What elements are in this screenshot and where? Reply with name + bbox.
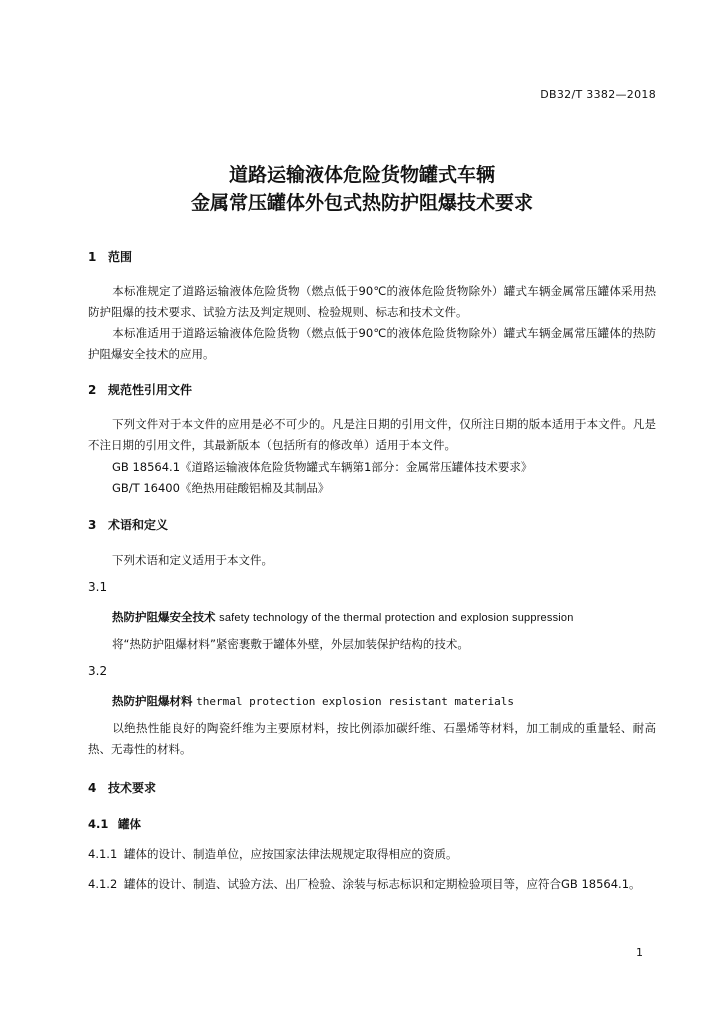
term-chinese: 热防护阻爆材料: [112, 694, 193, 708]
term-3-1: [112, 609, 574, 625]
paragraph-text: 本标准适用于道路运输液体危险货物（燃点低于90℃的液体危险货物除外）罐式车辆金属常压罐体的热防护阻爆安全技术的应用。: [88, 326, 656, 361]
section-1-paragraph-2: [88, 323, 656, 365]
document-code: DB32/T 3382—2018: [540, 88, 656, 101]
term-english: safety technology of the thermal protection and explosion suppression: [219, 612, 574, 624]
section-title: 术语和定义: [108, 518, 169, 532]
section-1-heading: [88, 248, 132, 265]
section-3-paragraph-1: 下列术语和定义适用于本文件。: [112, 553, 273, 567]
section-number: 4.1: [88, 817, 109, 831]
section-number: 2: [88, 383, 97, 397]
section-number: 4: [88, 781, 97, 795]
clause-number: 4.1.2: [88, 877, 118, 891]
title-line-1: 道路运输液体危险货物罐式车辆: [228, 164, 495, 186]
title-line-2: 金属常压罐体外包式热防护阻爆技术要求: [190, 192, 533, 214]
term-english: thermal protection explosion resistant materials: [196, 695, 515, 708]
section-title: 范围: [108, 250, 133, 264]
clause-text: 罐体的设计、制造单位，应按国家法律法规规定取得相应的资质。: [124, 847, 458, 861]
term-3-2-number: 3.2: [88, 664, 108, 678]
paragraph-text: 本标准规定了道路运输液体危险货物（燃点低于90℃的液体危险货物除外）罐式车辆金属常压罐体采用热防护阻爆的技术要求、试验方法及判定规则、检验规则、标志和技术文件。: [88, 284, 656, 319]
clause-number: 4.1.1: [88, 847, 118, 861]
page-number: 1: [636, 946, 643, 959]
clause-4-1-1: [88, 846, 458, 862]
term-3-2: [112, 693, 514, 709]
section-1-paragraph-1: [88, 281, 656, 323]
section-2-paragraph-1: [88, 414, 656, 456]
clause-text: 罐体的设计、制造、试验方法、出厂检验、涂装与标志标识和定期检验项目等，应符合GB 18564.1。: [124, 877, 641, 891]
term-chinese: 热防护阻爆安全技术: [112, 610, 216, 624]
section-number: 3: [88, 518, 97, 532]
clause-4-1-2: [88, 876, 641, 892]
section-4-heading: [88, 779, 156, 796]
section-4-1-heading: [88, 816, 141, 832]
reference-1: GB 18564.1《道路运输液体危险货物罐式车辆第1部分：金属常压罐体技术要求》: [112, 460, 533, 474]
reference-2: GB/T 16400《绝热用硅酸铝棉及其制品》: [112, 481, 330, 495]
section-2-heading: [88, 381, 192, 398]
term-3-2-definition: [88, 718, 656, 760]
section-title: 罐体: [118, 817, 141, 831]
paragraph-text: 以绝热性能良好的陶瓷纤维为主要原材料，按比例添加碳纤维、石墨烯等材料，加工制成的重量轻、耐高热、无毒性的材料。: [88, 721, 656, 756]
term-3-1-definition: 将“热防护阻爆材料”紧密裹敷于罐体外壁，外层加装保护结构的技术。: [112, 637, 469, 651]
section-title: 技术要求: [108, 781, 157, 795]
term-3-1-number: 3.1: [88, 580, 108, 594]
section-3-heading: [88, 516, 168, 533]
section-number: 1: [88, 250, 97, 264]
paragraph-text: 下列文件对于本文件的应用是必不可少的。凡是注日期的引用文件，仅所注日期的版本适用于本文件。凡是不注日期的引用文件，其最新版本（包括所有的修改单）适用于本文件。: [88, 417, 656, 452]
section-title: 规范性引用文件: [108, 383, 193, 397]
